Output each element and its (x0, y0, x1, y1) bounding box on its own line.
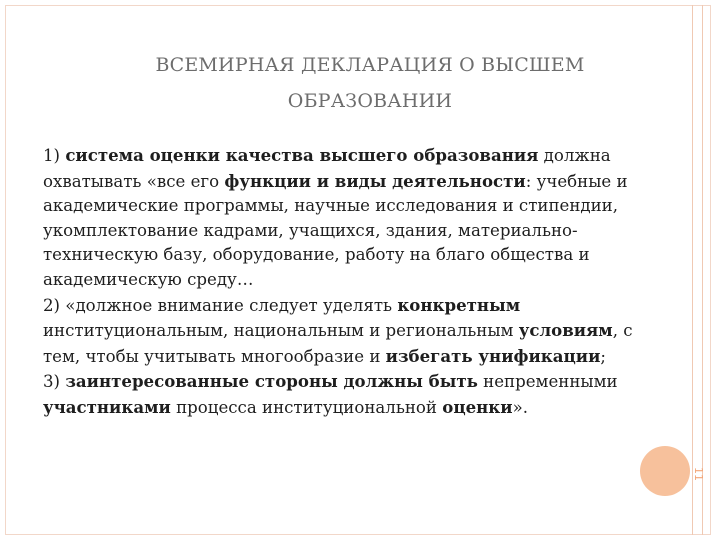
paragraph-segment: процесса институциональной (170, 397, 443, 417)
slide-title-line-2: ОБРАЗОВАНИИ (287, 90, 453, 112)
paragraph-1 (43, 143, 641, 293)
slide-side-bar (692, 5, 703, 535)
paragraph-bold-segment: заинтересованные стороны должны быть (65, 371, 478, 392)
paragraph-2 (43, 293, 641, 370)
paragraph-segment: 1) (43, 146, 66, 165)
paragraph-bold-segment: система оценки качества высшего образования (65, 145, 539, 165)
paragraph-segment: 2) «должное внимание следует уделять (43, 295, 398, 315)
paragraph-segment: непременными (477, 372, 618, 392)
page-number-badge (640, 446, 690, 496)
paragraph-segment: : учебные и академические программы, научные исследования и стипендии, укомплектование кадрами, учащихся, здания, материально-техническую базу, оборудование, работу на благо общества и академическую среду… (43, 171, 628, 289)
slide-title-line-1: ВСЕМИРНАЯ ДЕКЛАРАЦИЯ О ВЫСШЕМ (155, 54, 585, 76)
paragraph-bold-segment: избегать унификации (385, 345, 601, 366)
slide-title (120, 47, 620, 119)
paragraph-3 (43, 369, 641, 420)
paragraph-bold-segment: конкретным (397, 294, 521, 315)
paragraph-segment: должна охватывать «все его (43, 146, 611, 191)
paragraph-segment: ». (512, 397, 529, 417)
slide-body (43, 143, 641, 421)
paragraph-segment: , с тем, чтобы учитывать многообразие и (43, 321, 633, 366)
paragraph-segment: ; (600, 346, 606, 366)
page-number: 11 (692, 467, 705, 481)
paragraph-bold-segment: функции и виды деятельности (224, 170, 526, 191)
paragraph-bold-segment: участниками (43, 396, 171, 417)
paragraph-segment: 3) (43, 372, 66, 392)
paragraph-bold-segment: оценки (442, 396, 513, 417)
paragraph-segment: институциональным, национальным и региональным (43, 321, 519, 341)
paragraph-bold-segment: условиям (518, 320, 613, 341)
